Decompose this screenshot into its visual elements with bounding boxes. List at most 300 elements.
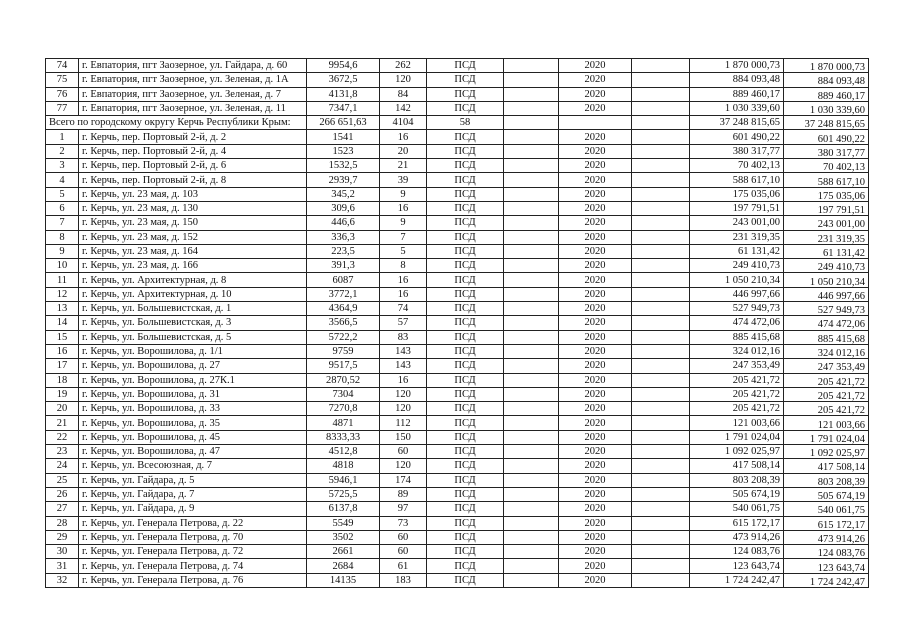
area-cell: 2939,7 xyxy=(307,173,380,187)
empty-cell xyxy=(504,559,559,573)
work-type-cell: ПСД xyxy=(427,573,504,587)
address-cell: г. Керчь, ул. Ворошилова, д. 35 xyxy=(79,416,307,430)
area-cell: 1523 xyxy=(307,144,380,158)
empty-cell xyxy=(632,559,690,573)
work-type-cell: ПСД xyxy=(427,344,504,358)
empty-cell xyxy=(504,430,559,444)
work-type-cell: ПСД xyxy=(427,244,504,258)
address-cell: г. Евпатория, пгт Заозерное, ул. Зеленая, д. 7 xyxy=(79,87,307,101)
empty-cell xyxy=(504,244,559,258)
cost-cell: 889 460,17 xyxy=(690,87,784,101)
cost-cell: 417 508,14 xyxy=(690,459,784,473)
year-cell: 2020 xyxy=(559,530,632,544)
cost-total-cell: 249 410,73 xyxy=(784,261,869,275)
cost-total-cell: 474 472,06 xyxy=(784,318,869,332)
cost-cell: 249 410,73 xyxy=(690,259,784,273)
empty-cell xyxy=(632,344,690,358)
work-type-cell: ПСД xyxy=(427,316,504,330)
work-type-cell: ПСД xyxy=(427,530,504,544)
work-type-cell: ПСД xyxy=(427,273,504,287)
area-cell: 5946,1 xyxy=(307,473,380,487)
year-cell: 2020 xyxy=(559,173,632,187)
address-cell: г. Керчь, пер. Портовый 2-й, д. 4 xyxy=(79,144,307,158)
work-type-cell: ПСД xyxy=(427,516,504,530)
row-number-cell: 3 xyxy=(46,159,79,173)
row-number-cell: 21 xyxy=(46,416,79,430)
row-number-cell: 76 xyxy=(46,87,79,101)
count-cell: 183 xyxy=(380,573,427,587)
year-cell: 2020 xyxy=(559,487,632,501)
empty-cell xyxy=(504,287,559,301)
area-cell: 14135 xyxy=(307,573,380,587)
cost-total-cell: 121 003,66 xyxy=(784,418,869,432)
empty-cell xyxy=(632,359,690,373)
empty-cell xyxy=(632,302,690,316)
area-cell: 7304 xyxy=(307,387,380,401)
empty-cell xyxy=(504,101,559,115)
empty-cell xyxy=(632,273,690,287)
address-cell: г. Керчь, ул. 23 мая, д. 164 xyxy=(79,244,307,258)
empty-cell xyxy=(632,244,690,258)
cost-total-cell: 1 030 339,60 xyxy=(784,103,869,117)
cost-cell: 601 490,22 xyxy=(690,130,784,144)
work-type-cell: ПСД xyxy=(427,187,504,201)
address-cell: г. Керчь, ул. 23 мая, д. 150 xyxy=(79,216,307,230)
count-cell: 97 xyxy=(380,502,427,516)
empty-cell xyxy=(632,287,690,301)
address-cell: г. Керчь, ул. Генерала Петрова, д. 74 xyxy=(79,559,307,573)
area-cell: 7270,8 xyxy=(307,402,380,416)
table-row xyxy=(46,344,869,358)
empty-cell xyxy=(504,144,559,158)
year-cell: 2020 xyxy=(559,287,632,301)
empty-cell xyxy=(632,259,690,273)
row-number-cell: 16 xyxy=(46,344,79,358)
cost-total-cell: 124 083,76 xyxy=(784,547,869,561)
total-label-cell: Всего по городскому округу Керчь Республики Крым: xyxy=(46,116,307,130)
empty-cell xyxy=(632,216,690,230)
address-cell: г. Керчь, ул. Ворошилова, д. 47 xyxy=(79,445,307,459)
empty-cell xyxy=(632,330,690,344)
area-cell: 6087 xyxy=(307,273,380,287)
empty-cell xyxy=(632,416,690,430)
count-cell: 9 xyxy=(380,216,427,230)
total-row xyxy=(46,116,869,130)
area-cell: 3672,5 xyxy=(307,73,380,87)
table-row xyxy=(46,130,869,144)
table-row xyxy=(46,445,869,459)
work-type-cell: ПСД xyxy=(427,330,504,344)
area-cell: 223,5 xyxy=(307,244,380,258)
count-cell: 8 xyxy=(380,259,427,273)
table-row xyxy=(46,216,869,230)
empty-cell xyxy=(504,216,559,230)
cost-total-cell: 446 997,66 xyxy=(784,289,869,303)
empty-cell xyxy=(504,187,559,201)
empty-cell xyxy=(632,473,690,487)
empty-cell xyxy=(632,187,690,201)
year-cell: 2020 xyxy=(559,402,632,416)
year-cell: 2020 xyxy=(559,416,632,430)
table-row xyxy=(46,530,869,544)
empty-cell xyxy=(504,416,559,430)
year-cell: 2020 xyxy=(559,430,632,444)
empty-cell xyxy=(632,230,690,244)
cost-total-cell: 1 724 242,47 xyxy=(784,575,869,589)
work-type-cell: ПСД xyxy=(427,230,504,244)
empty-cell xyxy=(632,487,690,501)
year-cell: 2020 xyxy=(559,187,632,201)
count-cell: 60 xyxy=(380,530,427,544)
cost-total-cell: 1 870 000,73 xyxy=(784,61,869,75)
year-cell: 2020 xyxy=(559,545,632,559)
empty-cell xyxy=(632,387,690,401)
count-cell: 7 xyxy=(380,230,427,244)
row-number-cell: 27 xyxy=(46,502,79,516)
empty-cell xyxy=(504,516,559,530)
row-number-cell: 9 xyxy=(46,244,79,258)
table-row xyxy=(46,516,869,530)
address-cell: г. Керчь, ул. 23 мая, д. 130 xyxy=(79,201,307,215)
empty-cell xyxy=(632,159,690,173)
work-type-cell: ПСД xyxy=(427,73,504,87)
work-type-cell: ПСД xyxy=(427,259,504,273)
year-cell: 2020 xyxy=(559,559,632,573)
empty-cell xyxy=(504,344,559,358)
cost-total-cell: 540 061,75 xyxy=(784,504,869,518)
count-cell: 84 xyxy=(380,87,427,101)
work-type-cell: ПСД xyxy=(427,487,504,501)
address-cell: г. Керчь, пер. Портовый 2-й, д. 2 xyxy=(79,130,307,144)
area-cell: 1541 xyxy=(307,130,380,144)
cost-total-cell: 884 093,48 xyxy=(784,75,869,89)
cost-cell: 884 093,48 xyxy=(690,73,784,87)
count-cell: 16 xyxy=(380,130,427,144)
area-cell: 4131,8 xyxy=(307,87,380,101)
empty-cell xyxy=(504,402,559,416)
count-cell: 89 xyxy=(380,487,427,501)
empty-cell xyxy=(632,502,690,516)
table-row xyxy=(46,59,869,73)
empty-cell xyxy=(504,273,559,287)
table-row xyxy=(46,87,869,101)
count-cell: 150 xyxy=(380,430,427,444)
count-cell: 61 xyxy=(380,559,427,573)
cost-total-cell: 231 319,35 xyxy=(784,232,869,246)
area-cell: 4512,8 xyxy=(307,445,380,459)
address-cell: г. Евпатория, пгт Заозерное, ул. Зеленая, д. 1А xyxy=(79,73,307,87)
row-number-cell: 12 xyxy=(46,287,79,301)
address-cell: г. Керчь, ул. Ворошилова, д. 27К.1 xyxy=(79,373,307,387)
work-type-cell: ПСД xyxy=(427,445,504,459)
address-cell: г. Керчь, ул. Генерала Петрова, д. 22 xyxy=(79,516,307,530)
cost-cell: 231 319,35 xyxy=(690,230,784,244)
count-cell: 120 xyxy=(380,459,427,473)
cost-cell: 70 402,13 xyxy=(690,159,784,173)
row-number-cell: 28 xyxy=(46,516,79,530)
empty-cell xyxy=(632,316,690,330)
empty-cell xyxy=(632,144,690,158)
address-cell: г. Керчь, ул. Гайдара, д. 5 xyxy=(79,473,307,487)
cost-cell: 615 172,17 xyxy=(690,516,784,530)
address-cell: г. Керчь, ул. Ворошилова, д. 31 xyxy=(79,387,307,401)
area-cell: 9954,6 xyxy=(307,59,380,73)
count-cell: 83 xyxy=(380,330,427,344)
table-body xyxy=(46,59,869,588)
row-number-cell: 15 xyxy=(46,330,79,344)
row-number-cell: 8 xyxy=(46,230,79,244)
area-cell: 345,2 xyxy=(307,187,380,201)
address-cell: г. Евпатория, пгт Заозерное, ул. Гайдара, д. 60 xyxy=(79,59,307,73)
empty-cell xyxy=(632,201,690,215)
empty-cell xyxy=(632,402,690,416)
empty-cell xyxy=(632,59,690,73)
table-row xyxy=(46,359,869,373)
year-cell: 2020 xyxy=(559,73,632,87)
work-type-cell: ПСД xyxy=(427,373,504,387)
year-cell: 2020 xyxy=(559,330,632,344)
cost-cell: 1 030 339,60 xyxy=(690,101,784,115)
cost-cell: 1 791 024,04 xyxy=(690,430,784,444)
table-row xyxy=(46,502,869,516)
empty-cell xyxy=(504,445,559,459)
year-cell: 2020 xyxy=(559,316,632,330)
address-cell: г. Керчь, ул. Генерала Петрова, д. 70 xyxy=(79,530,307,544)
address-cell: г. Керчь, ул. Большевистская, д. 3 xyxy=(79,316,307,330)
empty-cell xyxy=(632,573,690,587)
row-number-cell: 19 xyxy=(46,387,79,401)
year-cell: 2020 xyxy=(559,201,632,215)
cost-total-cell: 588 617,10 xyxy=(784,175,869,189)
year-cell: 2020 xyxy=(559,144,632,158)
empty-cell xyxy=(632,445,690,459)
table-row xyxy=(46,144,869,158)
year-cell: 2020 xyxy=(559,359,632,373)
cost-cell: 61 131,42 xyxy=(690,244,784,258)
count-cell: 142 xyxy=(380,101,427,115)
empty-cell xyxy=(632,530,690,544)
area-cell: 5722,2 xyxy=(307,330,380,344)
cost-cell: 324 012,16 xyxy=(690,344,784,358)
area-cell: 2684 xyxy=(307,559,380,573)
cost-total-cell: 61 131,42 xyxy=(784,246,869,260)
cost-total-cell: 885 415,68 xyxy=(784,332,869,346)
cost-total-cell: 205 421,72 xyxy=(784,389,869,403)
count-cell: 143 xyxy=(380,359,427,373)
row-number-cell: 14 xyxy=(46,316,79,330)
empty-cell xyxy=(632,87,690,101)
cost-total-cell: 205 421,72 xyxy=(784,375,869,389)
address-cell: г. Керчь, ул. 23 мая, д. 166 xyxy=(79,259,307,273)
area-cell: 9759 xyxy=(307,344,380,358)
table-row xyxy=(46,573,869,587)
row-number-cell: 23 xyxy=(46,445,79,459)
cost-cell: 205 421,72 xyxy=(690,402,784,416)
count-cell: 16 xyxy=(380,201,427,215)
row-number-cell: 25 xyxy=(46,473,79,487)
table-row xyxy=(46,101,869,115)
count-cell: 57 xyxy=(380,316,427,330)
row-number-cell: 6 xyxy=(46,201,79,215)
row-number-cell: 32 xyxy=(46,573,79,587)
area-cell: 446,6 xyxy=(307,216,380,230)
address-cell: г. Евпатория, пгт Заозерное, ул. Зеленая, д. 11 xyxy=(79,101,307,115)
work-type-cell: ПСД xyxy=(427,430,504,444)
address-cell: г. Керчь, ул. Генерала Петрова, д. 76 xyxy=(79,573,307,587)
year-cell: 2020 xyxy=(559,59,632,73)
count-cell: 21 xyxy=(380,159,427,173)
cost-total-cell: 615 172,17 xyxy=(784,518,869,532)
cost-cell: 885 415,68 xyxy=(690,330,784,344)
cost-total-cell: 380 317,77 xyxy=(784,146,869,160)
table-row xyxy=(46,402,869,416)
area-cell: 1532,5 xyxy=(307,159,380,173)
year-cell: 2020 xyxy=(559,216,632,230)
cost-cell: 473 914,26 xyxy=(690,530,784,544)
cost-total-cell: 473 914,26 xyxy=(784,532,869,546)
cost-cell: 803 208,39 xyxy=(690,473,784,487)
empty-cell xyxy=(504,459,559,473)
row-number-cell: 26 xyxy=(46,487,79,501)
empty-cell xyxy=(504,130,559,144)
work-type-cell: ПСД xyxy=(427,59,504,73)
area-cell: 4364,9 xyxy=(307,302,380,316)
cost-total-cell: 324 012,16 xyxy=(784,346,869,360)
table-row xyxy=(46,416,869,430)
address-cell: г. Керчь, ул. Ворошилова, д. 45 xyxy=(79,430,307,444)
cost-cell: 1 870 000,73 xyxy=(690,59,784,73)
empty-cell xyxy=(504,373,559,387)
table-row xyxy=(46,187,869,201)
count-cell: 16 xyxy=(380,273,427,287)
document-sheet xyxy=(45,58,869,588)
year-cell: 2020 xyxy=(559,387,632,401)
work-type-cell: ПСД xyxy=(427,159,504,173)
year-cell: 2020 xyxy=(559,445,632,459)
cost-total-cell: 601 490,22 xyxy=(784,132,869,146)
empty-cell xyxy=(504,173,559,187)
address-cell: г. Керчь, ул. Ворошилова, д. 33 xyxy=(79,402,307,416)
table-row xyxy=(46,259,869,273)
table-row xyxy=(46,273,869,287)
row-number-cell: 4 xyxy=(46,173,79,187)
cost-total-cell: 889 460,17 xyxy=(784,89,869,103)
empty-cell xyxy=(632,73,690,87)
table-row xyxy=(46,373,869,387)
work-type-cell: ПСД xyxy=(427,416,504,430)
empty-cell xyxy=(504,59,559,73)
count-cell: 39 xyxy=(380,173,427,187)
cost-total-cell: 243 001,00 xyxy=(784,218,869,232)
area-cell: 3772,1 xyxy=(307,287,380,301)
cost-cell: 540 061,75 xyxy=(690,502,784,516)
empty-cell xyxy=(632,459,690,473)
area-cell: 9517,5 xyxy=(307,359,380,373)
year-cell: 2020 xyxy=(559,516,632,530)
address-cell: г. Керчь, ул. Ворошилова, д. 1/1 xyxy=(79,344,307,358)
row-number-cell: 77 xyxy=(46,101,79,115)
row-number-cell: 1 xyxy=(46,130,79,144)
address-cell: г. Керчь, ул. Гайдара, д. 7 xyxy=(79,487,307,501)
cost-cell: 124 083,76 xyxy=(690,545,784,559)
empty-cell xyxy=(504,316,559,330)
empty-cell xyxy=(504,473,559,487)
work-type-cell: ПСД xyxy=(427,216,504,230)
work-type-cell: ПСД xyxy=(427,402,504,416)
cost-cell: 527 949,73 xyxy=(690,302,784,316)
cost-total-cell: 197 791,51 xyxy=(784,203,869,217)
count-cell: 120 xyxy=(380,73,427,87)
address-cell: г. Керчь, пер. Портовый 2-й, д. 6 xyxy=(79,159,307,173)
cost-cell: 247 353,49 xyxy=(690,359,784,373)
empty-cell xyxy=(504,530,559,544)
year-cell: 2020 xyxy=(559,130,632,144)
row-number-cell: 7 xyxy=(46,216,79,230)
cost-cell: 175 035,06 xyxy=(690,187,784,201)
empty-cell xyxy=(632,545,690,559)
table-row xyxy=(46,173,869,187)
area-cell: 309,6 xyxy=(307,201,380,215)
table-row xyxy=(46,230,869,244)
table-row xyxy=(46,459,869,473)
year-cell: 2020 xyxy=(559,244,632,258)
count-cell: 120 xyxy=(380,387,427,401)
table-row xyxy=(46,473,869,487)
area-cell: 5549 xyxy=(307,516,380,530)
cost-cell: 197 791,51 xyxy=(690,201,784,215)
empty-cell xyxy=(504,387,559,401)
address-cell: г. Керчь, ул. Генерала Петрова, д. 72 xyxy=(79,545,307,559)
year-cell: 2020 xyxy=(559,573,632,587)
address-cell: г. Керчь, ул. Ворошилова, д. 27 xyxy=(79,359,307,373)
year-cell: 2020 xyxy=(559,502,632,516)
area-cell: 4818 xyxy=(307,459,380,473)
table-row xyxy=(46,316,869,330)
count-cell: 9 xyxy=(380,187,427,201)
year-cell: 2020 xyxy=(559,344,632,358)
row-number-cell: 2 xyxy=(46,144,79,158)
empty-cell xyxy=(504,87,559,101)
year-cell: 2020 xyxy=(559,101,632,115)
row-number-cell: 17 xyxy=(46,359,79,373)
row-number-cell: 75 xyxy=(46,73,79,87)
row-number-cell: 22 xyxy=(46,430,79,444)
cost-cell: 205 421,72 xyxy=(690,387,784,401)
count-cell: 143 xyxy=(380,344,427,358)
count-cell: 112 xyxy=(380,416,427,430)
count-cell: 4104 xyxy=(380,116,427,130)
area-cell: 8333,33 xyxy=(307,430,380,444)
cost-total-cell: 70 402,13 xyxy=(784,161,869,175)
table-row xyxy=(46,430,869,444)
table-row xyxy=(46,330,869,344)
cost-cell: 505 674,19 xyxy=(690,487,784,501)
work-type-cell: ПСД xyxy=(427,101,504,115)
empty-cell xyxy=(632,116,690,130)
empty-cell xyxy=(504,502,559,516)
area-cell: 6137,8 xyxy=(307,502,380,516)
work-type-cell: ПСД xyxy=(427,359,504,373)
cost-cell: 588 617,10 xyxy=(690,173,784,187)
table-row xyxy=(46,545,869,559)
empty-cell xyxy=(504,302,559,316)
cost-total-cell: 1 050 210,34 xyxy=(784,275,869,289)
area-cell: 266 651,63 xyxy=(307,116,380,130)
empty-cell xyxy=(504,330,559,344)
empty-cell xyxy=(632,130,690,144)
work-type-cell: ПСД xyxy=(427,144,504,158)
address-cell: г. Керчь, ул. Архитектурная, д. 10 xyxy=(79,287,307,301)
